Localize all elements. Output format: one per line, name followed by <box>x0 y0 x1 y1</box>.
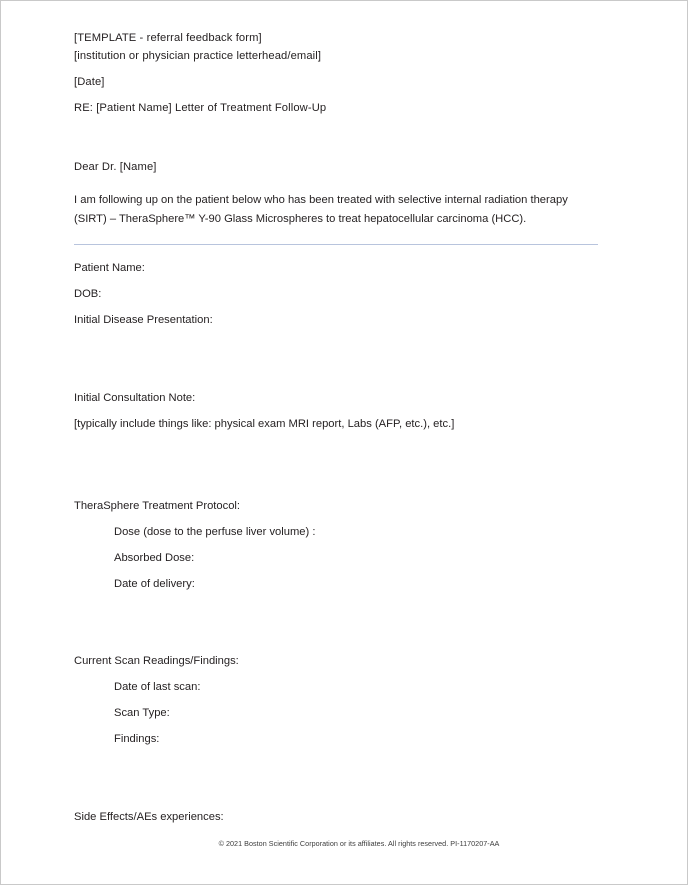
scan-findings-item-date-of-last-scan: Date of last scan: <box>114 681 201 693</box>
spacer <box>74 175 599 191</box>
scan-findings-item-findings: Findings: <box>114 733 160 745</box>
spacer <box>74 380 599 391</box>
footer-copyright: © 2021 Boston Scientific Corporation or its affiliates. All rights reserved. PI-1170207-AA <box>218 839 500 848</box>
spacer <box>74 64 599 75</box>
spacer <box>74 328 599 380</box>
field-side-effects: Side Effects/AEs experiences: <box>74 811 224 823</box>
date-placeholder: [Date] <box>74 76 105 88</box>
spacer <box>74 406 599 417</box>
spacer <box>74 644 599 654</box>
field-dob: DOB: <box>74 288 102 300</box>
treatment-protocol-item-dose: Dose (dose to the perfuse liver volume) : <box>114 526 316 538</box>
spacer <box>74 592 599 644</box>
spacer <box>74 432 599 484</box>
treatment-protocol-item-date-of-delivery: Date of delivery: <box>114 578 195 590</box>
template-label-line: [TEMPLATE - referral feedback form] <box>74 32 262 44</box>
scan-findings-item-scan-type: Scan Type: <box>114 707 170 719</box>
treatment-protocol-heading: TheraSphere Treatment Protocol: <box>74 500 241 512</box>
document-body <box>74 31 599 825</box>
spacer <box>74 90 599 101</box>
subject-line: RE: [Patient Name] Letter of Treatment Follow-Up <box>74 102 327 114</box>
spacer <box>74 799 599 810</box>
spacer <box>74 669 599 680</box>
spacer <box>74 228 599 244</box>
spacer <box>74 514 599 525</box>
spacer <box>74 276 599 287</box>
field-patient-name: Patient Name: <box>74 262 145 274</box>
spacer <box>74 302 599 313</box>
page-footer <box>1 839 687 849</box>
spacer <box>74 540 599 551</box>
spacer <box>74 695 599 706</box>
spacer <box>74 116 599 160</box>
field-initial-consultation-note: Initial Consultation Note: <box>74 392 196 404</box>
letterhead-label-line: [institution or physician practice letterhead/email] <box>74 50 322 62</box>
field-initial-disease-presentation: Initial Disease Presentation: <box>74 314 213 326</box>
scan-findings-heading: Current Scan Readings/Findings: <box>74 655 239 667</box>
spacer <box>74 245 599 261</box>
spacer <box>74 484 599 499</box>
spacer <box>74 747 599 799</box>
spacer <box>74 721 599 732</box>
spacer <box>74 566 599 577</box>
salutation: Dear Dr. [Name] <box>74 161 157 173</box>
treatment-protocol-item-absorbed-dose: Absorbed Dose: <box>114 552 195 564</box>
consultation-hint: [typically include things like: physical exam MRI report, Labs (AFP, etc.), etc.] <box>74 418 455 430</box>
intro-paragraph: I am following up on the patient below who has been treated with selective internal radiation therapy (SIRT) – TheraSphere™ Y-90 Glass Microspheres to treat hepatocellular carcinoma (HCC). <box>74 194 568 225</box>
